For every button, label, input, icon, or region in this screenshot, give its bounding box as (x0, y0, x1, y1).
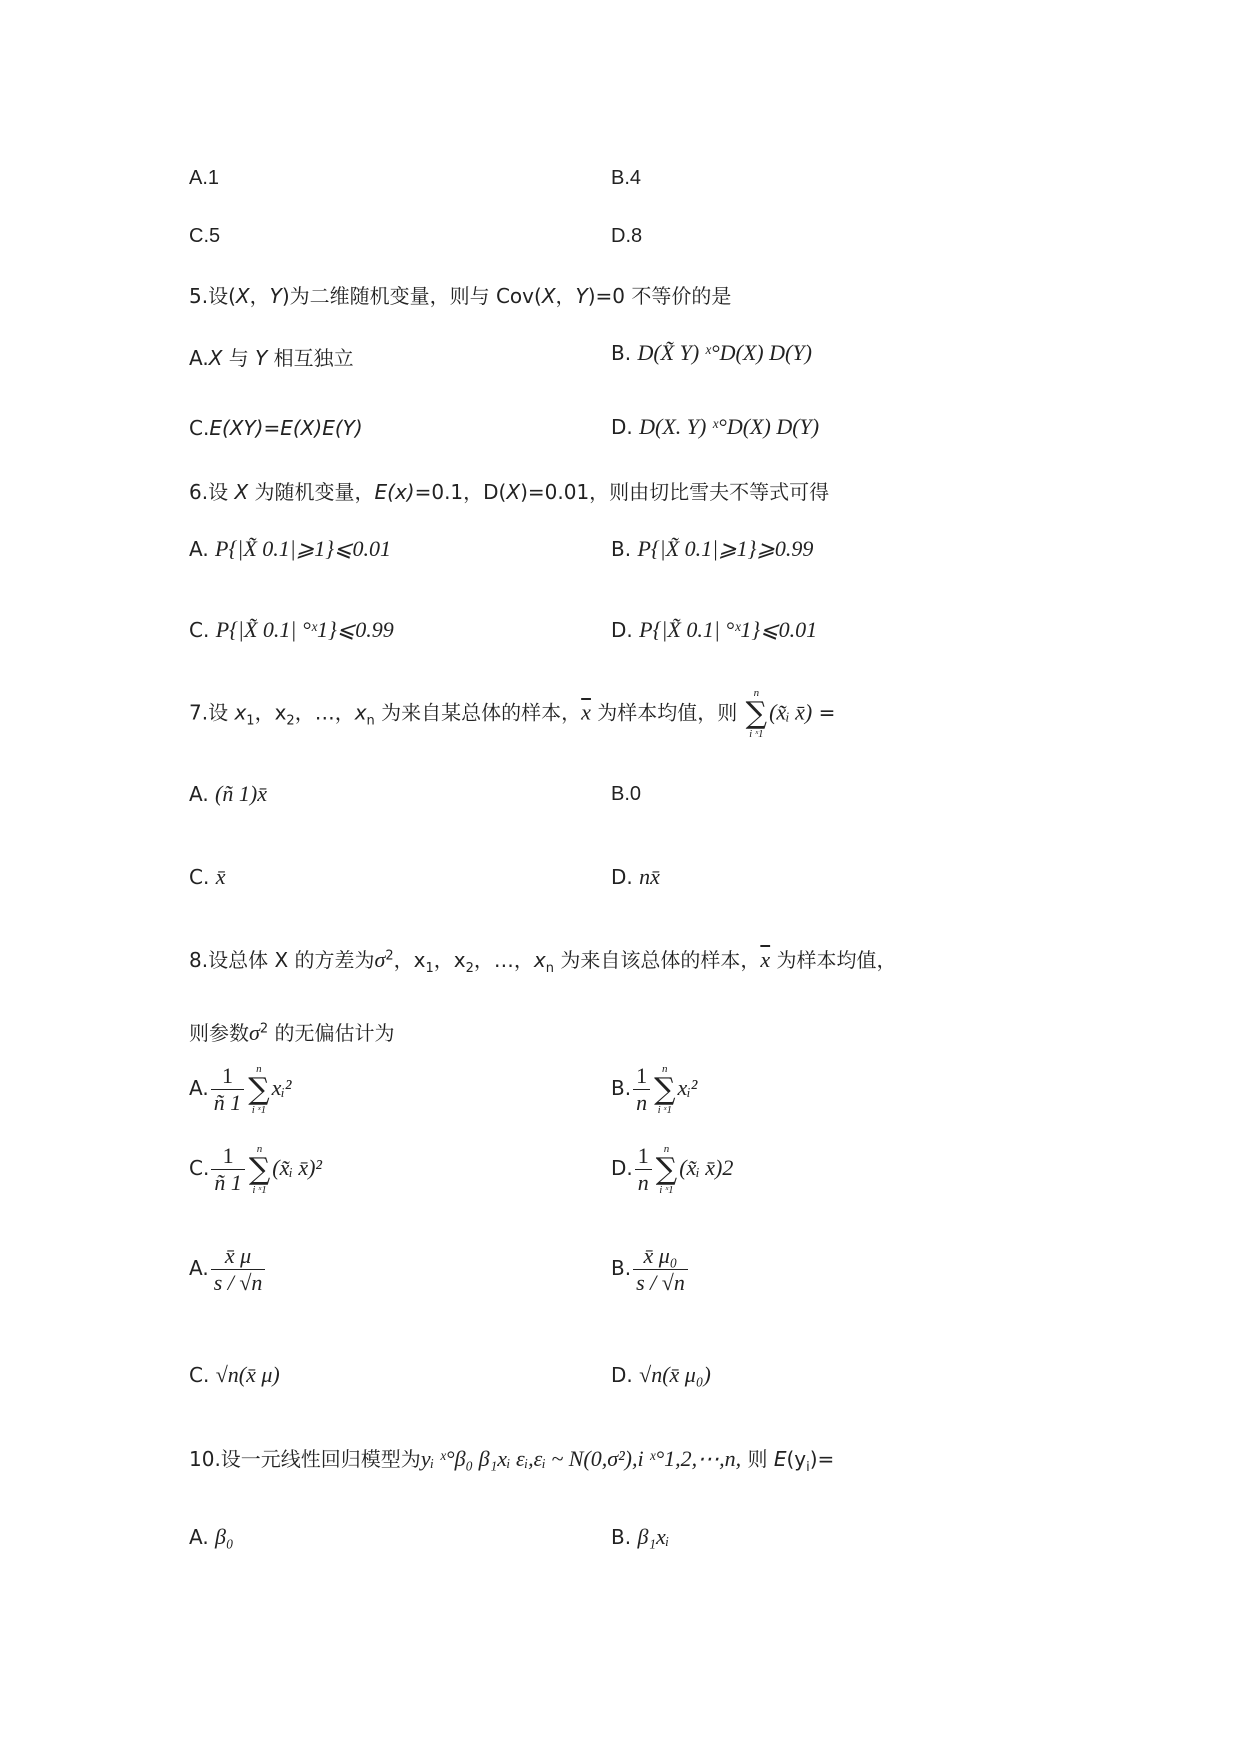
q9-option-a: A. $\frac{x̄ \mu}{s / √n}$ (189, 1243, 267, 1296)
q9-option-c: C. √n(x̄ μ) (189, 1362, 280, 1387)
q7-option-b: B.0 (611, 783, 642, 805)
q5-option-b: B. D(X̃ Y) ˣ°D(X) D(Y) (611, 340, 812, 365)
q8-stem: 8.设总体 X 的方差为$\sigma^2$，$x_1$，$x_2$，…，$x_n$ 为来自该总体的样本，$\overline{x}$ 为样本均值， (189, 947, 897, 976)
q7-stem: 7.设 $x_1$，$x_2$，…，$x_n$ 为来自某总体的样本，$\overline{x}$ 为样本均值，则 n ∑ i ˣ1 (x̃ᵢ x̄) = (189, 687, 836, 740)
q6-option-a: A. P{|X̃ 0.1|⩾1}⩽0.01 (189, 536, 391, 561)
q6-option-b: B. P{|X̃ 0.1|⩾1}⩾0.99 (611, 536, 814, 561)
q5-option-c: C.E(XY)=E(X)E(Y) (189, 416, 363, 440)
q7-option-c: C. x̄ (189, 864, 226, 889)
q8-option-b: B. $\frac{1}{n}$ n ∑ i ˣ1 xᵢ² (611, 1062, 698, 1116)
q10-option-a: A. β₀ (189, 1524, 234, 1549)
q9-option-d: D. √n(x̄ μ₀) (611, 1362, 711, 1387)
q10-option-b: B. β₁xᵢ (611, 1524, 670, 1549)
q8-option-a: A. $\frac{1}{ñ 1}$ n ∑ i ˣ1 xᵢ² (189, 1062, 292, 1116)
q4-option-d: D.8 (611, 225, 643, 247)
q4-option-c: C.5 (189, 225, 221, 247)
q5-stem: 5.设(X，Y)为二维随机变量，则与 Cov(X，Y)=0 不等价的是 (189, 284, 732, 308)
q6-option-d: D. P{|X̃ 0.1| °ˣ1}⩽0.01 (611, 617, 818, 642)
q8-option-c: C. $\frac{1}{ñ 1}$ n ∑ i ˣ1 (x̃ᵢ x̄)² (189, 1142, 323, 1196)
q5-option-d: D. D(X. Y) ˣ°D(X) D(Y) (611, 414, 820, 439)
q5-option-a: A.X 与 Y 相互独立 (189, 346, 354, 370)
q4-option-b: B.4 (611, 167, 642, 189)
q9-option-b: B. $\frac{\text{x̄ μ₀}}{s / √n}$ (611, 1243, 690, 1296)
q8-option-d: D. $\frac{1}{n}$ n ∑ i ˣ1 (x̃ᵢ x̄)2 (611, 1142, 734, 1196)
q6-option-c: C. P{|X̃ 0.1| °ˣ1}⩽0.99 (189, 617, 394, 642)
q8-stem-line2: 则参数$\sigma^2$ 的无偏估计为 (189, 1020, 395, 1045)
q4-option-a: A.1 (189, 167, 220, 189)
q6-stem: 6.设 X 为随机变量，E(x)=0.1，D(X)=0.01，则由切比雪夫不等式可得 (189, 480, 830, 504)
q10-stem: 10.设一元线性回归模型为yᵢ ˣ°β₀ β₁xᵢ εᵢ,εᵢ ~ N(0,σ²),i ˣ°1,2,⋯,n, 则 $E(y_i)=$ (189, 1446, 835, 1475)
q7-option-d: D. nx̄ (611, 864, 660, 889)
q7-option-a: A. (ñ 1)x̄ (189, 781, 267, 806)
q7-summation: n ∑ i ˣ1 (745, 687, 768, 740)
